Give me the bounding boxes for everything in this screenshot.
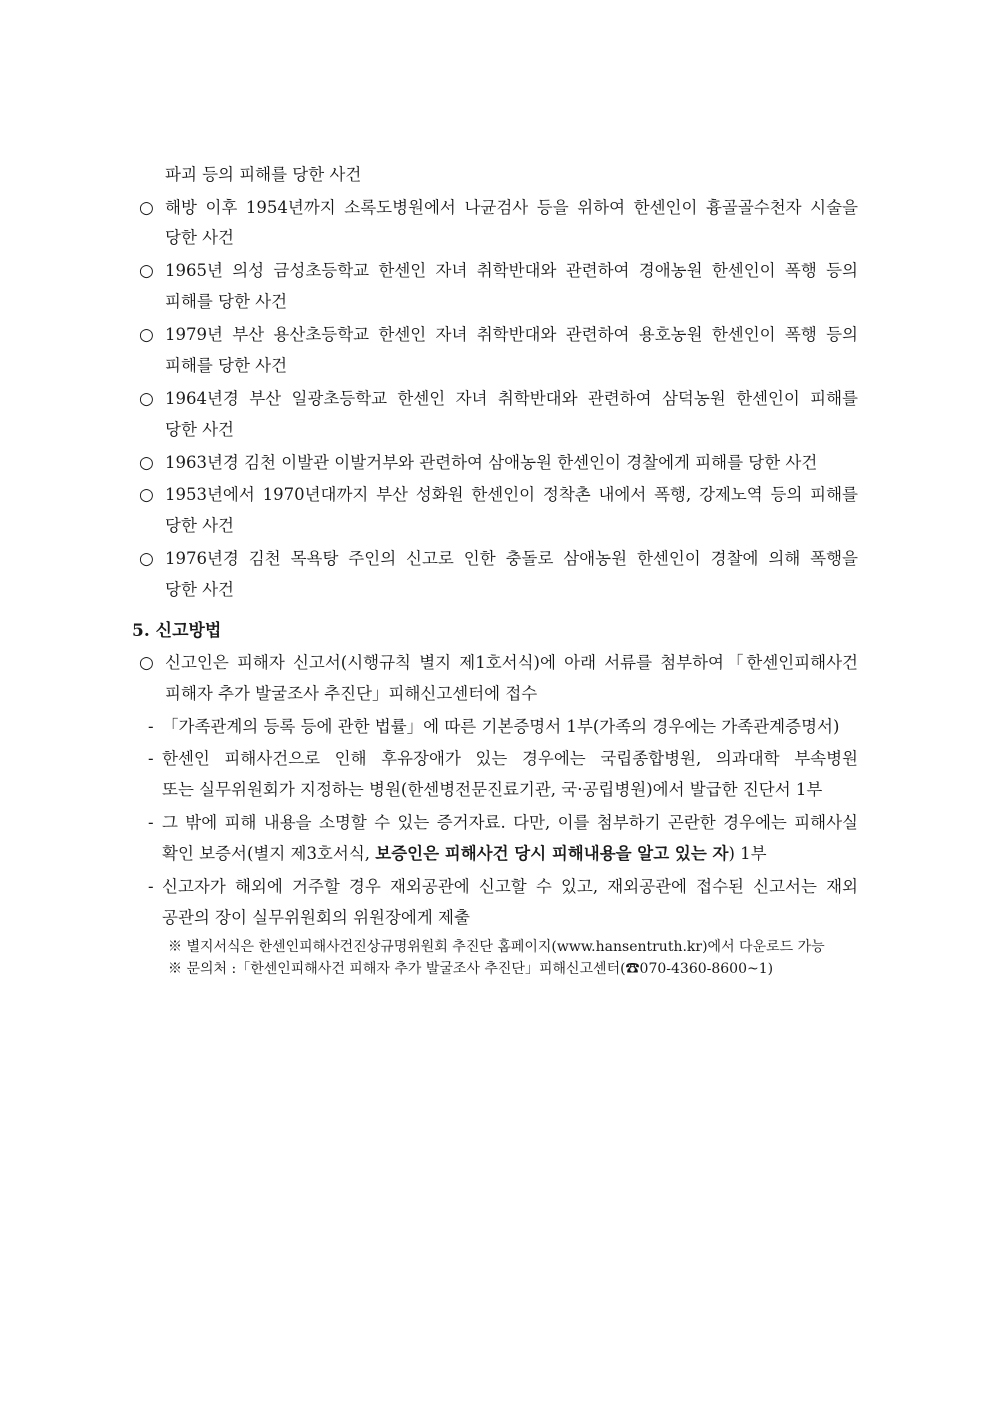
bullet-icon: ○ (139, 549, 154, 569)
required-doc-3-line-2-start: 확인 보증서(별지 제3호서식, (162, 844, 376, 863)
incident-7-line-2: 당한 사건 (165, 580, 235, 599)
bullet-icon: ○ (139, 325, 154, 345)
required-doc-2-line-1: 한센인 피해사건으로 인해 후유장애가 있는 경우에는 국립종합병원, 의과대학 부속병원 (162, 749, 858, 768)
bullet-icon: ○ (139, 389, 154, 409)
bullet-icon: ○ (139, 261, 154, 281)
bullet-icon: ○ (139, 485, 154, 505)
required-doc-4-line-2: 공관의 장이 실무위원회의 위원장에게 제출 (162, 908, 470, 927)
dash-marker: - (148, 717, 154, 736)
incident-7-line-1: 1976년경 김천 목욕탕 주인의 신고로 인한 충돌로 삼애농원 한센인이 경찰에 의해 폭행을 (165, 549, 858, 568)
incident-2-line-1: 1965년 의성 금성초등학교 한센인 자녀 취학반대와 관련하여 경애농원 한센인이 폭행 등의 (165, 261, 858, 280)
guarantor-requirement: 보증인은 피해사건 당시 피해내용을 알고 있는 자 (375, 844, 729, 863)
incident-4-line-2: 당한 사건 (165, 420, 235, 439)
note-download-forms: ※ 별지서식은 한센인피해사건진상규명위원회 추진단 홈페이지(www.hansentruth.kr)에서 다운로드 가능 (168, 939, 825, 955)
dash-marker: - (148, 877, 154, 896)
dash-marker: - (148, 749, 154, 768)
bullet-icon: ○ (139, 198, 154, 218)
filing-method-line-2: 피해자 추가 발굴조사 추진단」피해신고센터에 접수 (165, 684, 538, 703)
intro-continuation: 파괴 등의 피해를 당한 사건 (165, 165, 362, 184)
filing-method-line-1: 신고인은 피해자 신고서(시행규칙 별지 제1호서식)에 아래 서류를 첨부하여「한센인피해사건 (165, 653, 858, 672)
incident-2-line-2: 피해를 당한 사건 (165, 292, 288, 311)
required-doc-3-line-2-end: ) 1부 (728, 844, 767, 863)
incident-6-line-1: 1953년에서 1970년대까지 부산 성화원 한센인이 정착촌 내에서 폭행, 강제노역 등의 피해를 (165, 485, 858, 504)
incident-5-line-1: 1963년경 김천 이발관 이발거부와 관련하여 삼애농원 한센인이 경찰에게 피해를 당한 사건 (165, 453, 818, 472)
dash-marker: - (148, 813, 154, 832)
incident-4-line-1: 1964년경 부산 일광초등학교 한센인 자녀 취학반대와 관련하여 삼덕농원 한센인이 피해를 (165, 389, 858, 408)
required-doc-1-line-1: 「가족관계의 등록 등에 관한 법률」에 따른 기본증명서 1부(가족의 경우에는 가족관계증명서) (162, 717, 840, 736)
bullet-icon: ○ (139, 453, 154, 473)
required-doc-3-line-1: 그 밖에 피해 내용을 소명할 수 있는 증거자료. 다만, 이를 첨부하기 곤란한 경우에는 피해사실 (162, 813, 858, 832)
incident-3-line-1: 1979년 부산 용산초등학교 한센인 자녀 취학반대와 관련하여 용호농원 한센인이 폭행 등의 (165, 325, 858, 344)
required-doc-2-line-2: 또는 실무위원회가 지정하는 병원(한센병전문진료기관, 국·공립병원)에서 발급한 진단서 1부 (162, 780, 823, 799)
section-heading: 5. 신고방법 (132, 621, 222, 641)
incident-6-line-2: 당한 사건 (165, 516, 235, 535)
incident-3-line-2: 피해를 당한 사건 (165, 356, 288, 375)
required-doc-3-line-2 (162, 842, 767, 866)
bullet-icon: ○ (139, 653, 154, 673)
incident-1-line-2: 당한 사건 (165, 228, 235, 247)
incident-1-line-1: 해방 이후 1954년까지 소록도병원에서 나균검사 등을 위하여 한센인이 흉골골수천자 시술을 (165, 198, 858, 217)
note-contact: ※ 문의처 :「한센인피해사건 피해자 추가 발굴조사 추진단」피해신고센터(☎070-4360-8600~1) (168, 961, 774, 977)
required-doc-4-line-1: 신고자가 해외에 거주할 경우 재외공관에 신고할 수 있고, 재외공관에 접수된 신고서는 재외 (162, 877, 858, 896)
